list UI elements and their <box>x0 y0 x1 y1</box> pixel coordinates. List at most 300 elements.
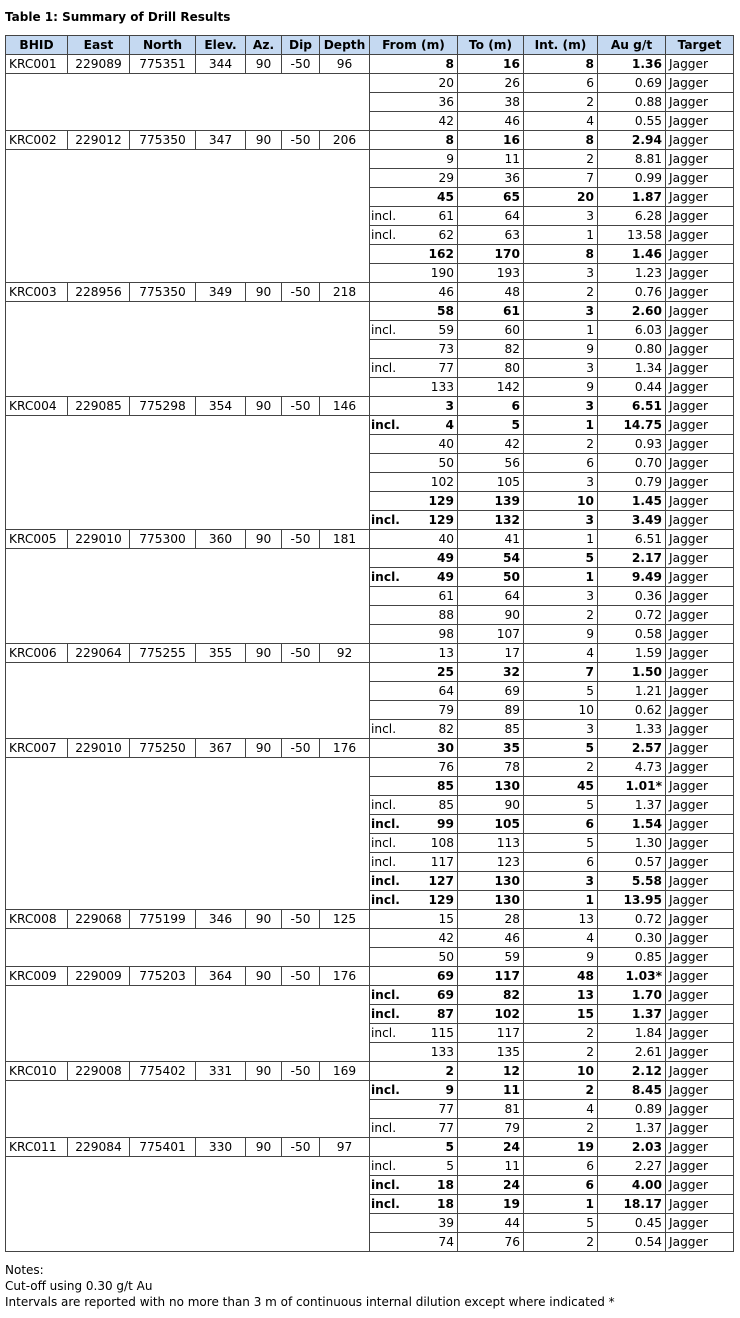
from-value: 2 <box>445 1064 454 1078</box>
target-cell: Jagger <box>666 682 734 701</box>
to-cell: 117 <box>458 967 524 986</box>
au-cell: 0.72 <box>598 606 666 625</box>
to-cell: 90 <box>458 796 524 815</box>
target-cell: Jagger <box>666 264 734 283</box>
au-cell: 18.17 <box>598 1195 666 1214</box>
from-cell <box>370 416 458 435</box>
north-cell: 775250 <box>130 739 196 758</box>
au-cell: 1.34 <box>598 359 666 378</box>
from-value: 77 <box>438 361 454 375</box>
to-cell: 78 <box>458 758 524 777</box>
to-cell: 64 <box>458 587 524 606</box>
from-value: 5 <box>446 1159 454 1173</box>
from-cell <box>370 1081 458 1100</box>
header-int: Int. (m) <box>524 36 598 55</box>
east-cell: 229064 <box>68 644 130 663</box>
int-cell: 10 <box>524 492 598 511</box>
au-cell: 0.55 <box>598 112 666 131</box>
az-cell: 90 <box>246 739 282 758</box>
au-cell: 1.33 <box>598 720 666 739</box>
from-cell <box>370 1176 458 1195</box>
to-cell: 11 <box>458 1081 524 1100</box>
from-cell <box>370 739 458 758</box>
int-cell: 3 <box>524 207 598 226</box>
au-cell: 1.37 <box>598 796 666 815</box>
au-cell: 0.57 <box>598 853 666 872</box>
north-cell: 775350 <box>130 283 196 302</box>
incl-label: incl. <box>371 893 400 907</box>
from-value: 9 <box>445 1083 454 1097</box>
int-cell: 7 <box>524 169 598 188</box>
au-cell: 0.89 <box>598 1100 666 1119</box>
depth-cell: 96 <box>320 55 370 74</box>
int-cell: 6 <box>524 1157 598 1176</box>
to-cell: 46 <box>458 929 524 948</box>
bhid-cell: KRC003 <box>6 283 68 302</box>
from-value: 8 <box>445 133 454 147</box>
target-cell: Jagger <box>666 549 734 568</box>
from-value: 98 <box>438 627 454 641</box>
incl-label: incl. <box>371 1007 400 1021</box>
target-cell: Jagger <box>666 758 734 777</box>
to-cell: 16 <box>458 55 524 74</box>
to-cell: 6 <box>458 397 524 416</box>
to-cell: 102 <box>458 1005 524 1024</box>
table-body <box>6 55 734 1252</box>
table-row <box>6 549 734 568</box>
int-cell: 1 <box>524 891 598 910</box>
target-cell: Jagger <box>666 207 734 226</box>
from-value: 30 <box>437 741 454 755</box>
to-cell: 82 <box>458 986 524 1005</box>
to-cell: 79 <box>458 1119 524 1138</box>
from-cell <box>370 397 458 416</box>
target-cell: Jagger <box>666 74 734 93</box>
int-cell: 5 <box>524 739 598 758</box>
from-cell <box>370 302 458 321</box>
target-cell: Jagger <box>666 302 734 321</box>
depth-cell: 92 <box>320 644 370 663</box>
from-cell <box>370 245 458 264</box>
from-cell <box>370 492 458 511</box>
au-cell: 0.54 <box>598 1233 666 1252</box>
au-cell: 0.99 <box>598 169 666 188</box>
to-cell: 76 <box>458 1233 524 1252</box>
incl-label: incl. <box>371 817 400 831</box>
to-cell: 130 <box>458 891 524 910</box>
elev-cell: 355 <box>196 644 246 663</box>
from-cell <box>370 74 458 93</box>
to-cell: 82 <box>458 340 524 359</box>
target-cell: Jagger <box>666 891 734 910</box>
to-cell: 56 <box>458 454 524 473</box>
int-cell: 4 <box>524 644 598 663</box>
az-cell: 90 <box>246 644 282 663</box>
dip-cell: -50 <box>282 1138 320 1157</box>
target-cell: Jagger <box>666 511 734 530</box>
from-cell <box>370 112 458 131</box>
int-cell: 3 <box>524 302 598 321</box>
au-cell: 1.36 <box>598 55 666 74</box>
int-cell: 5 <box>524 549 598 568</box>
from-cell <box>370 340 458 359</box>
target-cell: Jagger <box>666 986 734 1005</box>
au-cell: 1.30 <box>598 834 666 853</box>
table-row <box>6 74 734 93</box>
int-cell: 5 <box>524 796 598 815</box>
from-value: 42 <box>438 931 454 945</box>
bhid-cell: KRC009 <box>6 967 68 986</box>
from-cell <box>370 169 458 188</box>
target-cell: Jagger <box>666 1081 734 1100</box>
from-value: 59 <box>438 323 454 337</box>
dip-cell: -50 <box>282 55 320 74</box>
from-value: 61 <box>438 589 454 603</box>
int-cell: 1 <box>524 530 598 549</box>
incl-label: incl. <box>371 228 397 242</box>
to-cell: 65 <box>458 188 524 207</box>
dip-cell: -50 <box>282 644 320 663</box>
to-cell: 64 <box>458 207 524 226</box>
from-value: 117 <box>430 855 454 869</box>
target-cell: Jagger <box>666 1176 734 1195</box>
incl-label: incl. <box>371 1026 397 1040</box>
target-cell: Jagger <box>666 701 734 720</box>
from-cell <box>370 853 458 872</box>
au-cell: 0.69 <box>598 74 666 93</box>
from-cell <box>370 1119 458 1138</box>
target-cell: Jagger <box>666 416 734 435</box>
from-cell <box>370 948 458 967</box>
notes-heading: Notes: <box>5 1263 44 1277</box>
from-cell <box>370 834 458 853</box>
bhid-cell: KRC007 <box>6 739 68 758</box>
au-cell: 0.70 <box>598 454 666 473</box>
to-cell: 5 <box>458 416 524 435</box>
int-cell: 2 <box>524 758 598 777</box>
to-cell: 59 <box>458 948 524 967</box>
from-value: 82 <box>438 722 454 736</box>
int-cell: 1 <box>524 416 598 435</box>
table-row <box>6 739 734 758</box>
header-to: To (m) <box>458 36 524 55</box>
table-row <box>6 758 734 777</box>
incl-label: incl. <box>371 988 400 1002</box>
header-row <box>6 36 734 55</box>
target-cell: Jagger <box>666 131 734 150</box>
int-cell: 1 <box>524 1195 598 1214</box>
from-cell <box>370 777 458 796</box>
au-cell: 1.87 <box>598 188 666 207</box>
to-cell: 54 <box>458 549 524 568</box>
from-value: 129 <box>428 893 454 907</box>
bhid-cell: KRC010 <box>6 1062 68 1081</box>
incl-label: incl. <box>371 1178 400 1192</box>
north-cell: 775300 <box>130 530 196 549</box>
from-cell <box>370 606 458 625</box>
from-cell <box>370 131 458 150</box>
au-cell: 0.44 <box>598 378 666 397</box>
table-row <box>6 302 734 321</box>
target-cell: Jagger <box>666 1100 734 1119</box>
az-cell: 90 <box>246 131 282 150</box>
elev-cell: 347 <box>196 131 246 150</box>
target-cell: Jagger <box>666 929 734 948</box>
north-cell: 775351 <box>130 55 196 74</box>
dip-cell: -50 <box>282 283 320 302</box>
au-cell: 1.70 <box>598 986 666 1005</box>
from-cell <box>370 454 458 473</box>
to-cell: 105 <box>458 815 524 834</box>
from-value: 40 <box>438 437 454 451</box>
az-cell: 90 <box>246 1062 282 1081</box>
elev-cell: 367 <box>196 739 246 758</box>
au-cell: 1.45 <box>598 492 666 511</box>
to-cell: 32 <box>458 663 524 682</box>
table-row <box>6 663 734 682</box>
from-cell <box>370 1195 458 1214</box>
au-cell: 2.12 <box>598 1062 666 1081</box>
au-cell: 14.75 <box>598 416 666 435</box>
from-cell <box>370 549 458 568</box>
table-row <box>6 150 734 169</box>
az-cell: 90 <box>246 530 282 549</box>
from-value: 85 <box>438 798 454 812</box>
target-cell: Jagger <box>666 1157 734 1176</box>
elev-cell: 346 <box>196 910 246 929</box>
az-cell: 90 <box>246 55 282 74</box>
to-cell: 130 <box>458 872 524 891</box>
int-cell: 5 <box>524 1214 598 1233</box>
depth-cell: 97 <box>320 1138 370 1157</box>
from-cell <box>370 929 458 948</box>
from-value: 36 <box>438 95 454 109</box>
bhid-cell: KRC001 <box>6 55 68 74</box>
au-cell: 6.28 <box>598 207 666 226</box>
bhid-cell: KRC008 <box>6 910 68 929</box>
from-cell <box>370 359 458 378</box>
int-cell: 3 <box>524 511 598 530</box>
elev-cell: 331 <box>196 1062 246 1081</box>
target-cell: Jagger <box>666 1005 734 1024</box>
au-cell: 1.46 <box>598 245 666 264</box>
from-cell <box>370 1005 458 1024</box>
from-value: 50 <box>438 456 454 470</box>
from-cell <box>370 1100 458 1119</box>
table-row <box>6 644 734 663</box>
to-cell: 81 <box>458 1100 524 1119</box>
elev-cell: 360 <box>196 530 246 549</box>
from-value: 69 <box>437 988 454 1002</box>
to-cell: 107 <box>458 625 524 644</box>
au-cell: 8.45 <box>598 1081 666 1100</box>
header-depth: Depth <box>320 36 370 55</box>
int-cell: 9 <box>524 948 598 967</box>
drill-results-table <box>5 35 734 1252</box>
incl-label: incl. <box>371 513 400 527</box>
collar-blank-cell <box>6 416 370 530</box>
incl-label: incl. <box>371 798 397 812</box>
dip-cell: -50 <box>282 397 320 416</box>
header-au: Au g/t <box>598 36 666 55</box>
table-row <box>6 1081 734 1100</box>
from-value: 133 <box>430 1045 454 1059</box>
target-cell: Jagger <box>666 1024 734 1043</box>
from-value: 50 <box>438 950 454 964</box>
target-cell: Jagger <box>666 150 734 169</box>
to-cell: 36 <box>458 169 524 188</box>
target-cell: Jagger <box>666 606 734 625</box>
elev-cell: 330 <box>196 1138 246 1157</box>
from-value: 129 <box>428 494 454 508</box>
from-cell <box>370 910 458 929</box>
int-cell: 6 <box>524 454 598 473</box>
int-cell: 3 <box>524 720 598 739</box>
east-cell: 229089 <box>68 55 130 74</box>
from-value: 127 <box>428 874 454 888</box>
au-cell: 0.30 <box>598 929 666 948</box>
au-cell: 9.49 <box>598 568 666 587</box>
north-cell: 775203 <box>130 967 196 986</box>
table-row <box>6 55 734 74</box>
target-cell: Jagger <box>666 359 734 378</box>
to-cell: 61 <box>458 302 524 321</box>
au-cell: 13.58 <box>598 226 666 245</box>
north-cell: 775298 <box>130 397 196 416</box>
from-value: 87 <box>437 1007 454 1021</box>
au-cell: 1.23 <box>598 264 666 283</box>
depth-cell: 146 <box>320 397 370 416</box>
to-cell: 24 <box>458 1138 524 1157</box>
from-cell <box>370 150 458 169</box>
int-cell: 8 <box>524 131 598 150</box>
dip-cell: -50 <box>282 910 320 929</box>
from-cell <box>370 1233 458 1252</box>
au-cell: 0.62 <box>598 701 666 720</box>
from-value: 15 <box>438 912 454 926</box>
au-cell: 1.84 <box>598 1024 666 1043</box>
int-cell: 8 <box>524 245 598 264</box>
to-cell: 80 <box>458 359 524 378</box>
int-cell: 2 <box>524 435 598 454</box>
north-cell: 775199 <box>130 910 196 929</box>
target-cell: Jagger <box>666 644 734 663</box>
dip-cell: -50 <box>282 1062 320 1081</box>
from-cell <box>370 891 458 910</box>
int-cell: 3 <box>524 872 598 891</box>
int-cell: 4 <box>524 112 598 131</box>
collar-blank-cell <box>6 150 370 283</box>
collar-blank-cell <box>6 663 370 739</box>
from-value: 13 <box>438 646 454 660</box>
au-cell: 0.80 <box>598 340 666 359</box>
to-cell: 60 <box>458 321 524 340</box>
depth-cell: 181 <box>320 530 370 549</box>
int-cell: 1 <box>524 321 598 340</box>
from-cell <box>370 226 458 245</box>
header-north: North <box>130 36 196 55</box>
from-cell <box>370 1024 458 1043</box>
from-cell <box>370 188 458 207</box>
table-row <box>6 967 734 986</box>
from-value: 3 <box>445 399 454 413</box>
int-cell: 9 <box>524 340 598 359</box>
east-cell: 229008 <box>68 1062 130 1081</box>
az-cell: 90 <box>246 910 282 929</box>
int-cell: 2 <box>524 1119 598 1138</box>
to-cell: 85 <box>458 720 524 739</box>
int-cell: 1 <box>524 568 598 587</box>
target-cell: Jagger <box>666 492 734 511</box>
table-row <box>6 1157 734 1176</box>
to-cell: 117 <box>458 1024 524 1043</box>
from-cell <box>370 967 458 986</box>
target-cell: Jagger <box>666 720 734 739</box>
bhid-cell: KRC002 <box>6 131 68 150</box>
depth-cell: 125 <box>320 910 370 929</box>
int-cell: 2 <box>524 1024 598 1043</box>
from-value: 129 <box>428 513 454 527</box>
incl-label: incl. <box>371 570 400 584</box>
to-cell: 11 <box>458 150 524 169</box>
from-cell <box>370 473 458 492</box>
int-cell: 6 <box>524 815 598 834</box>
int-cell: 3 <box>524 397 598 416</box>
target-cell: Jagger <box>666 1138 734 1157</box>
from-cell <box>370 625 458 644</box>
to-cell: 17 <box>458 644 524 663</box>
target-cell: Jagger <box>666 1062 734 1081</box>
au-cell: 1.37 <box>598 1005 666 1024</box>
dip-cell: -50 <box>282 739 320 758</box>
from-cell <box>370 682 458 701</box>
int-cell: 6 <box>524 74 598 93</box>
table-row <box>6 986 734 1005</box>
au-cell: 2.60 <box>598 302 666 321</box>
target-cell: Jagger <box>666 853 734 872</box>
from-cell <box>370 93 458 112</box>
east-cell: 229009 <box>68 967 130 986</box>
incl-label: incl. <box>371 1121 397 1135</box>
to-cell: 46 <box>458 112 524 131</box>
from-cell <box>370 530 458 549</box>
au-cell: 2.03 <box>598 1138 666 1157</box>
from-value: 20 <box>438 76 454 90</box>
incl-label: incl. <box>371 323 397 337</box>
target-cell: Jagger <box>666 435 734 454</box>
target-cell: Jagger <box>666 948 734 967</box>
incl-label: incl. <box>371 1083 400 1097</box>
from-value: 9 <box>446 152 454 166</box>
target-cell: Jagger <box>666 93 734 112</box>
from-cell <box>370 644 458 663</box>
depth-cell: 176 <box>320 967 370 986</box>
table-row <box>6 929 734 948</box>
target-cell: Jagger <box>666 397 734 416</box>
au-cell: 0.93 <box>598 435 666 454</box>
int-cell: 2 <box>524 606 598 625</box>
from-cell <box>370 796 458 815</box>
from-cell <box>370 758 458 777</box>
target-cell: Jagger <box>666 625 734 644</box>
from-value: 64 <box>438 684 454 698</box>
to-cell: 193 <box>458 264 524 283</box>
from-cell <box>370 815 458 834</box>
au-cell: 4.73 <box>598 758 666 777</box>
int-cell: 5 <box>524 834 598 853</box>
au-cell: 2.57 <box>598 739 666 758</box>
au-cell: 0.79 <box>598 473 666 492</box>
